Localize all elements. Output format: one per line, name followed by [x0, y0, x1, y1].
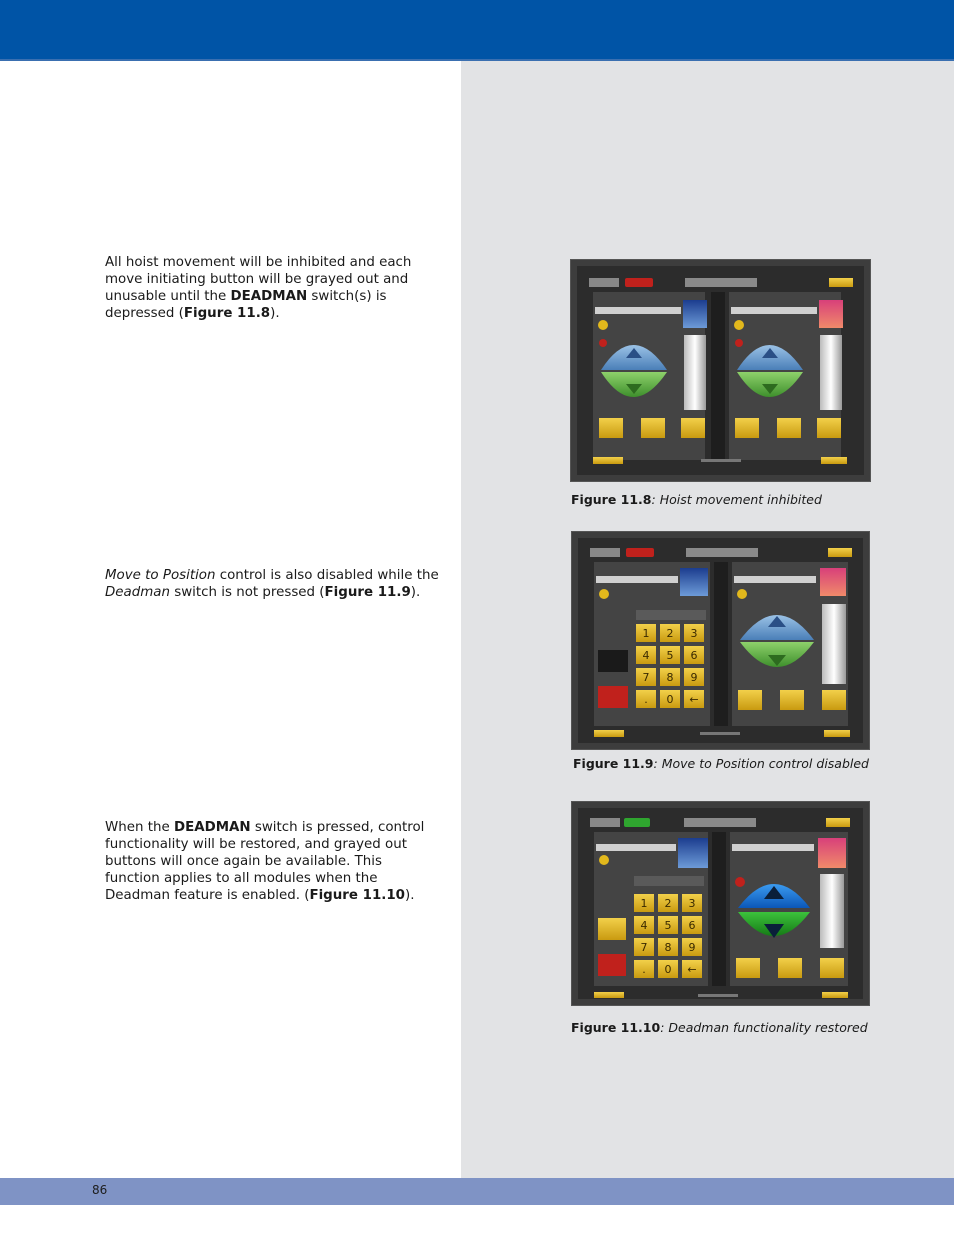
keypad-key: 6: [690, 649, 698, 662]
keypad-key: 2: [664, 897, 672, 910]
figure-11-10-caption: Figure 11.10: Deadman functionality restored: [571, 1020, 868, 1035]
figure-11-9-screenshot: [571, 531, 870, 750]
keypad-key: ←: [687, 963, 697, 976]
keypad-key: 8: [664, 941, 672, 954]
figure-11-9-caption: Figure 11.9: Move to Position control disabled: [573, 756, 869, 771]
keypad-key: ←: [689, 693, 699, 706]
figure-11-8-caption: Figure 11.8: Hoist movement inhibited: [571, 492, 822, 507]
keypad-key: 3: [688, 897, 696, 910]
page-number: 86: [92, 1183, 108, 1197]
keypad-key: 0: [664, 963, 672, 976]
keypad-key: 0: [666, 693, 674, 706]
keypad-key: .: [642, 963, 646, 976]
paragraph-hoist-inhibited: All hoist movement will be inhibited and each move initiating button will be grayed out and unusable until the DEADMAN switch(s) is depressed (Figure 11.8).: [105, 255, 412, 321]
keypad-key: 7: [642, 671, 650, 684]
keypad-key: 2: [666, 627, 674, 640]
keypad-key: 5: [666, 649, 674, 662]
keypad-key: 5: [664, 919, 672, 932]
keypad-key: 9: [690, 671, 698, 684]
paragraph-deadman-restored: When the DEADMAN switch is pressed, control functionality will be restored, and grayed out buttons will once again be available. This function applies to all modules when the Deadman feature is enabled. (Figure 11.10).: [105, 820, 425, 903]
keypad-key: 8: [666, 671, 674, 684]
keypad-key: 3: [690, 627, 698, 640]
footer-bar: [0, 1178, 954, 1205]
keypad-key: 6: [688, 919, 696, 932]
figure-11-8-screenshot: [570, 259, 871, 482]
keypad-key: 7: [640, 941, 648, 954]
keypad-key: 1: [642, 627, 650, 640]
keypad-key: 4: [640, 919, 648, 932]
header-bar: [0, 0, 954, 59]
keypad-key: 9: [688, 941, 696, 954]
figure-11-10-screenshot: [571, 801, 870, 1006]
keypad-key: .: [644, 693, 648, 706]
keypad-key: 1: [640, 897, 648, 910]
paragraph-move-to-position: Move to Position control is also disabled while the Deadman switch is not pressed (Figure 11.9).: [105, 568, 439, 600]
keypad-key: 4: [642, 649, 650, 662]
